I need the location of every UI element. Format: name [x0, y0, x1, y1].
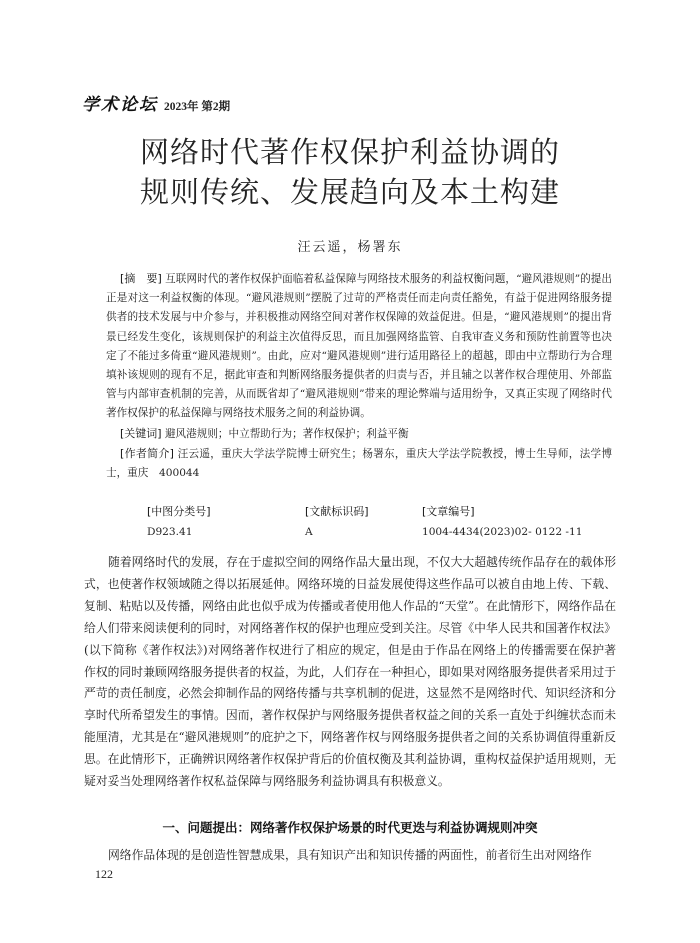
keywords-text: 避风港规则；中立帮助行为；著作权保护；利益平衡: [164, 427, 409, 440]
body-paragraph-2: 网络作品体现的是创造性智慧成果，具有知识产出和知识传播的两面性，前者衍生出对网络作: [108, 848, 592, 862]
doc-code-value: A: [304, 525, 313, 538]
article-number-label: [文章编号]: [421, 505, 475, 519]
front-matter: [106, 269, 612, 561]
abstract-text: 互联网时代的著作权保护面临着私益保障与网络技术服务的利益权衡问题，“避风港规则”的提出正是对这一利益权衡的体现。“避风港规则”摆脱了过苛的严格责任而走向责任豁免，有益于促进网络服务提供者的技术发展与中介参与，并积极推动网络空间对著作权保障的效益促进。但是，“避风港规则”的提出背景已经发生变化，该规则保护的利益主次值得反思，而且加强网络监管、自我审查义务和预防性前置等也决定了不能过多倚重“避风港规则”。由此，应对“避风港规则”进行适用路径上的超越，即由中立帮助行为合理填补该规则的现有不足，据此审查和判断网络服务提供者的归责与否，并且辅之以著作权合理使用、外部监管与内部审查机制的完善，从而既省却了“避风港规则”带来的理论弊端与适用纷争，又真正实现了网络时代著作权保护的私益保障与网络技术服务之间的利益协调。: [106, 273, 613, 420]
body-section-1: [84, 845, 616, 865]
clc-label: [中图分类号]: [146, 505, 211, 519]
author-bio-label: [作者简介]: [120, 446, 174, 460]
title-line-1: 网络时代著作权保护利益协调的: [139, 135, 560, 169]
section-heading-1: 一、问题提出：网络著作权保护场景的时代更迭与利益协调规则冲突: [162, 820, 538, 835]
clc-field: [120, 483, 278, 561]
title-line-2: 规则传统、发展趋向及本土构建: [139, 175, 560, 209]
author-bio-text: 汪云遥，重庆大学法学院博士研究生；杨署东，重庆大学法学院教授，博士生导师，法学博士，重庆 400044: [106, 447, 612, 480]
abstract-label: [摘 要]: [120, 272, 162, 285]
article-title: [0, 132, 700, 212]
keywords: [106, 424, 612, 444]
body-intro: [84, 552, 616, 793]
journal-header: [82, 90, 230, 115]
keywords-label: [关键词]: [120, 426, 162, 440]
doc-code-label: [文献标识码]: [304, 505, 369, 519]
doc-code-field: [278, 483, 395, 561]
journal-name: 学术论坛: [82, 95, 158, 115]
article-authors: 汪云遥，杨署东: [297, 240, 403, 255]
clc-value: D923.41: [146, 525, 193, 538]
body-paragraph-1: 随着网络时代的发展，存在于虚拟空间的网络作品大量出现，不仅大大超越传统作品存在的载体形式，也使著作权领域随之得以拓展延伸。网络环境的日益发展使得这些作品可以被自由地上传、下载、复制、粘贴以及传播，网络由此也似乎成为传播或者使用他人作品的“天堂”。在此情形下，网络作品在给人们带来阅读便利的同时，对网络著作权的保护也理应受到关注。尽管《中华人民共和国著作权法》(以下简称《著作权法》)对网络著作权进行了相应的规定，但是由于作品在网络上的传播需要在保护著作权的同时兼顾网络服务提供者的权益，为此，人们存在一种担心，即如果对网络服务提供者采用过于严苛的责任制度，必然会抑制作品的网络传播与共享机制的促进，这显然不是网络时代、知识经济和分享时代所希望发生的事情。因而，著作权保护与网络服务提供者权益之间的关系一直处于纠缠状态而未能厘清，尤其是在“避风港规则”的庇护之下，网络著作权与网络服务提供者之间的关系协调值得重新反思。在此情形下，正确辨识网络著作权保护背后的价值权衡及其利益协调，重构权益保护适用规则，无疑对妥当处理网络著作权私益保障与网络服务利益协调具有积极意义。: [84, 555, 616, 789]
article-number-value: 1004-4434(2023)02- 0122 -11: [421, 525, 583, 538]
classification-row: [106, 483, 612, 561]
author-bio: [106, 444, 612, 483]
journal-issue: 2023年 第2期: [164, 101, 231, 113]
page-number: 122: [95, 867, 113, 881]
article-number-field: [395, 483, 583, 561]
abstract: [106, 269, 612, 424]
